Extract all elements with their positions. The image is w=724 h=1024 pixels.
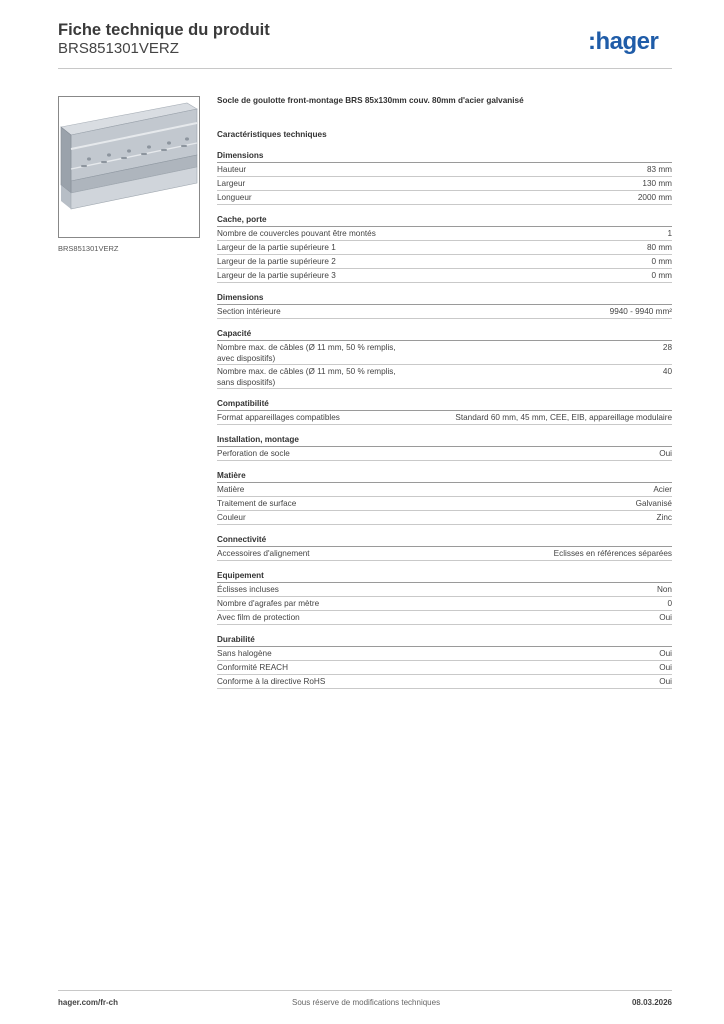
spec-section — [217, 149, 672, 205]
spec-row — [217, 447, 672, 461]
product-reference: BRS851301VERZ — [58, 40, 179, 57]
spec-row — [217, 547, 672, 561]
section-heading: Cache, porte — [217, 213, 672, 227]
spec-label: Longueur — [217, 193, 252, 202]
spec-value: 28 — [662, 343, 672, 352]
spec-row — [217, 227, 672, 241]
spec-row — [217, 483, 672, 497]
section-heading: Dimensions — [217, 291, 672, 305]
spec-value: Oui — [659, 449, 672, 458]
spec-value: 9940 - 9940 mm² — [609, 307, 672, 316]
footer-website-link[interactable]: hager.com/fr-ch — [58, 998, 119, 1007]
spec-label: Section intérieure — [217, 307, 281, 316]
section-heading: Installation, montage — [217, 433, 672, 447]
spec-value: Acier — [653, 485, 672, 494]
spec-row — [217, 661, 672, 675]
footer-divider — [58, 990, 672, 991]
footer-disclaimer: Sous réserve de modifications techniques — [292, 998, 441, 1007]
spec-label: Conformité REACH — [217, 663, 288, 672]
section-heading: Connectivité — [217, 533, 672, 547]
product-specifications — [217, 96, 672, 697]
spec-label: Format appareillages compatibles — [217, 413, 340, 422]
tech-characteristics-heading: Caractéristiques techniques — [217, 130, 327, 139]
spec-value: Eclisses en références séparées — [553, 549, 672, 558]
spec-row — [217, 647, 672, 661]
spec-value: 130 mm — [642, 179, 672, 188]
spec-label: Matière — [217, 485, 245, 494]
footer-date: 08.03.2026 — [631, 998, 672, 1007]
spec-value: Oui — [659, 649, 672, 658]
spec-value: 80 mm — [646, 243, 672, 252]
spec-label: Hauteur — [217, 165, 247, 174]
spec-row — [217, 511, 672, 525]
spec-label: Conforme à la directive RoHS — [217, 677, 326, 686]
spec-section — [217, 569, 672, 625]
spec-label: Avec film de protection — [217, 613, 300, 622]
spec-row — [217, 177, 672, 191]
spec-value: 0 mm — [651, 271, 672, 280]
spec-value: 1 — [667, 229, 672, 238]
spec-value: Galvanisé — [635, 499, 672, 508]
spec-label: Nombre d'agrafes par mètre — [217, 599, 320, 608]
spec-label: Traitement de surface — [217, 499, 297, 508]
section-heading: Capacité — [217, 327, 672, 341]
spec-label: Sans halogène — [217, 649, 272, 658]
spec-row — [217, 191, 672, 205]
spec-section — [217, 327, 672, 389]
spec-value: Non — [656, 585, 672, 594]
spec-row — [217, 341, 672, 365]
image-caption: BRS851301VERZ — [58, 244, 119, 253]
header-divider — [58, 68, 672, 69]
spec-label: Couleur — [217, 513, 246, 522]
product-image — [58, 96, 200, 238]
spec-label: Nombre max. de câbles (Ø 11 mm, 50 % remplis, avec dispositifs) — [217, 343, 396, 363]
section-heading: Dimensions — [217, 149, 672, 163]
spec-label: Largeur de la partie supérieure 2 — [217, 257, 336, 266]
spec-row — [217, 269, 672, 283]
spec-row — [217, 597, 672, 611]
spec-section — [217, 469, 672, 525]
spec-value: 2000 mm — [637, 193, 672, 202]
product-title: Socle de goulotte front-montage BRS 85x130mm couv. 80mm d'acier galvanisé — [217, 96, 524, 105]
svg-text::hager: :hager — [588, 28, 659, 55]
spec-value: 40 — [662, 367, 672, 376]
spec-section — [217, 633, 672, 689]
page-title: Fiche technique du produit — [58, 21, 270, 39]
spec-row — [217, 497, 672, 511]
spec-value: Standard 60 mm, 45 mm, CEE, EIB, appareillage modulaire — [455, 413, 672, 422]
spec-row — [217, 583, 672, 597]
spec-value: 83 mm — [646, 165, 672, 174]
section-heading: Matière — [217, 469, 672, 483]
spec-row — [217, 163, 672, 177]
hager-logo[interactable] — [588, 27, 672, 59]
spec-value: Oui — [659, 663, 672, 672]
spec-value: Zinc — [656, 513, 672, 522]
spec-row — [217, 255, 672, 269]
spec-section — [217, 397, 672, 425]
spec-sections — [217, 149, 672, 689]
spec-row — [217, 675, 672, 689]
spec-row — [217, 365, 672, 389]
spec-value: 0 mm — [651, 257, 672, 266]
spec-label: Largeur de la partie supérieure 3 — [217, 271, 336, 280]
spec-label: Perforation de socle — [217, 449, 290, 458]
spec-value: 0 — [667, 599, 672, 608]
spec-section — [217, 433, 672, 461]
spec-value: Oui — [659, 677, 672, 686]
spec-label: Accessoires d'alignement — [217, 549, 310, 558]
spec-label: Nombre max. de câbles (Ø 11 mm, 50 % remplis, sans dispositifs) — [217, 367, 396, 387]
spec-row — [217, 305, 672, 319]
section-heading: Equipement — [217, 569, 672, 583]
spec-section — [217, 533, 672, 561]
spec-label: Éclisses incluses — [217, 585, 279, 594]
spec-label: Nombre de couvercles pouvant être montés — [217, 229, 376, 238]
spec-row — [217, 241, 672, 255]
spec-label: Largeur — [217, 179, 246, 188]
spec-value: Oui — [659, 613, 672, 622]
spec-row — [217, 411, 672, 425]
spec-section — [217, 291, 672, 319]
section-heading: Durabilité — [217, 633, 672, 647]
spec-row — [217, 611, 672, 625]
spec-section — [217, 213, 672, 283]
spec-label: Largeur de la partie supérieure 1 — [217, 243, 336, 252]
section-heading: Compatibilité — [217, 397, 672, 411]
